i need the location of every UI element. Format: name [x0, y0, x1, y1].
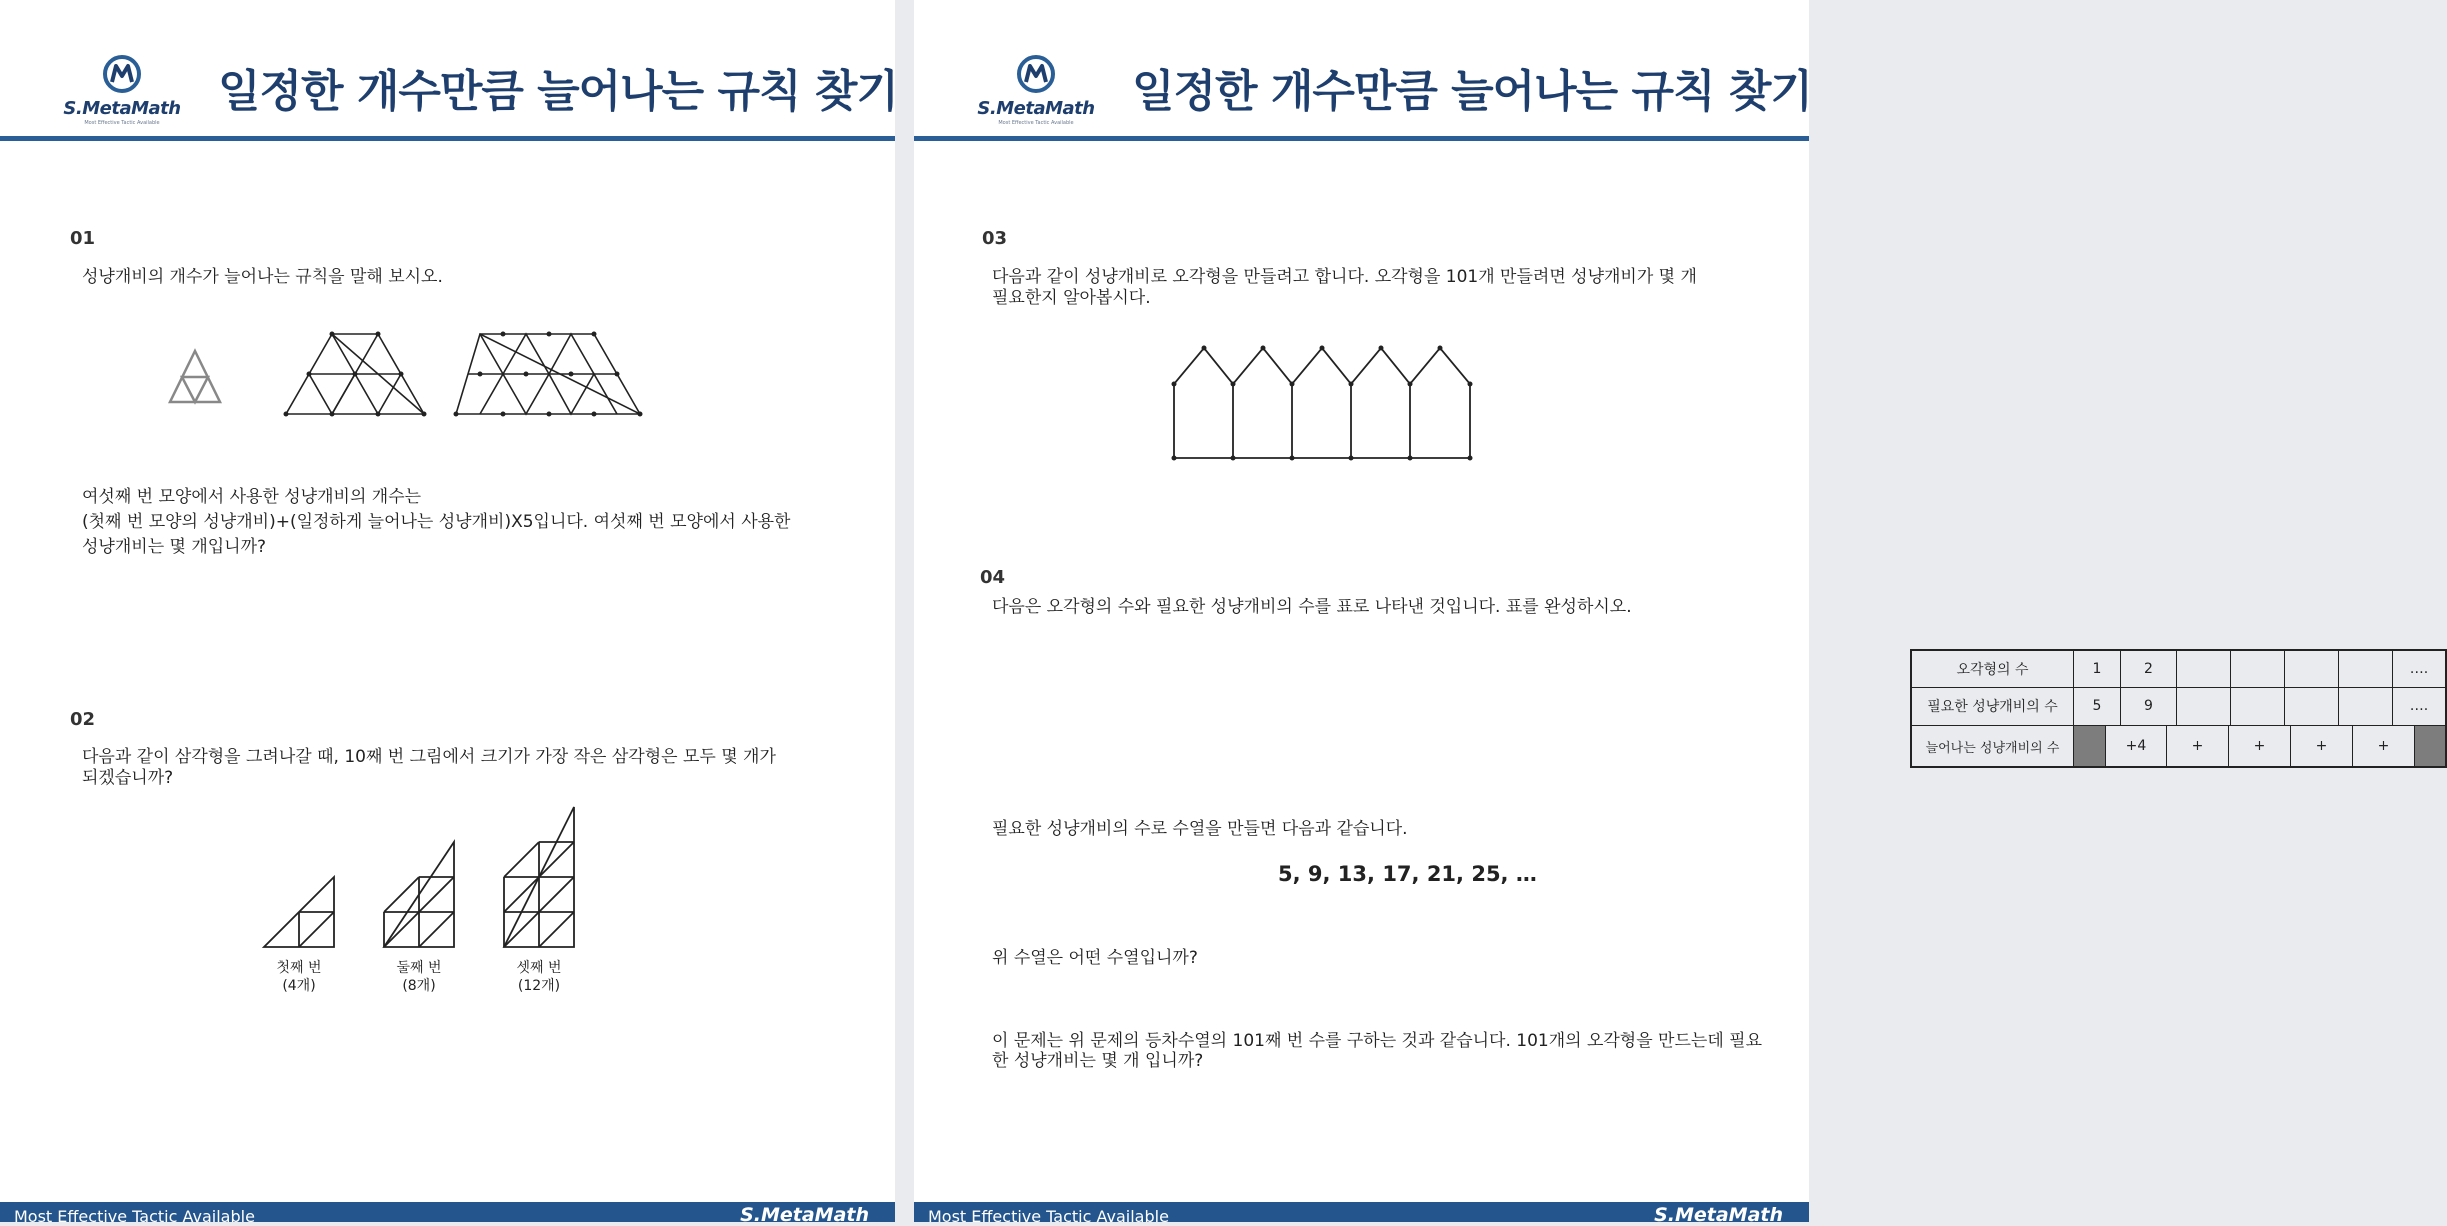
page-footer: [914, 1202, 1809, 1226]
table-cell[interactable]: +: [2167, 726, 2229, 766]
footer-logo: S.MetaMath: [1654, 1204, 1783, 1226]
table-cell[interactable]: [2285, 651, 2339, 687]
matchstick-triangles-figure: [160, 328, 650, 420]
figure-3-count: (12개): [517, 978, 561, 994]
triangle-pattern-figure: [258, 805, 588, 950]
table-shaded-cell: [2074, 726, 2106, 766]
table-header-cell: 오각형의 수: [1912, 651, 2074, 687]
page-header: [0, 0, 898, 141]
page-header: [914, 0, 1812, 141]
question-02-text-1: 다음과 같이 삼각형을 그려나갈 때, 10째 번 그림에서 크기가 가장 작은 삼각형은 모두 몇 개가: [82, 747, 776, 767]
footer-logo: S.MetaMath: [740, 1204, 869, 1226]
brand-logo: [966, 48, 1106, 128]
table-cell[interactable]: [2231, 651, 2285, 687]
table-cell: 5: [2074, 687, 2121, 725]
logo-text: S.MetaMath: [63, 98, 181, 119]
table-cell: 1: [2074, 651, 2121, 687]
question-03-text-2: 필요한지 알아봅시다.: [992, 288, 1151, 308]
table-cell[interactable]: [2285, 687, 2339, 725]
left-page: [0, 0, 898, 1226]
table-row-increase: [1910, 726, 2447, 768]
figure-label-3: [499, 959, 579, 995]
question-number-02: 02: [70, 709, 96, 730]
sequence-question: 위 수열은 어떤 수열입니까?: [992, 948, 1198, 968]
final-question-2: 한 성냥개비는 몇 개 입니까?: [992, 1051, 1204, 1071]
question-03-text-1: 다음과 같이 성냥개비로 오각형을 만들려고 합니다. 오각형을 101개 만들려면 성냥개비가 몇 개: [992, 267, 1697, 287]
table-cell: ….: [2409, 698, 2429, 714]
figure-1-count: (4개): [282, 978, 316, 994]
figure-label-2: [379, 959, 459, 995]
table-cell[interactable]: [2177, 651, 2231, 687]
logo-subtitle: Most Effective Tactic Available: [84, 120, 160, 126]
figure-2-count: (8개): [402, 978, 436, 994]
pentagon-matchstick-figure: [1170, 344, 1526, 462]
question-04-text: 다음은 오각형의 수와 필요한 성냥개비의 수를 표로 나타낸 것입니다. 표를 완성하시오.: [992, 597, 1632, 617]
figure-label-1: [259, 959, 339, 995]
page-title: 일정한 개수만큼 늘어나는 규칙 찾기: [218, 66, 898, 117]
table-shaded-cell: [2415, 726, 2445, 766]
question-number-01: 01: [70, 228, 96, 249]
question-01-followup-3: 성냥개비는 몇 개입니까?: [82, 537, 267, 557]
table-cell: +4: [2106, 726, 2167, 766]
page-title: 일정한 개수만큼 늘어나는 규칙 찾기: [1132, 66, 1812, 117]
table-cell[interactable]: +: [2291, 726, 2353, 766]
table-cell: 9: [2121, 687, 2177, 725]
question-01-followup-1: 여섯째 번 모양에서 사용한 성냥개비의 개수는: [82, 487, 422, 507]
question-01-text: 성냥개비의 개수가 늘어나는 규칙을 말해 보시오.: [82, 267, 443, 287]
table-row-pentagon-count: [1910, 649, 2447, 688]
logo-mark-icon: [1016, 54, 1056, 94]
table-cell[interactable]: [2339, 687, 2393, 725]
question-02-text-2: 되겠습니까?: [82, 768, 174, 788]
table-cell[interactable]: +: [2353, 726, 2415, 766]
logo-text: S.MetaMath: [977, 98, 1095, 119]
footer-tagline: Most Effective Tactic Available: [928, 1207, 1169, 1226]
page-footer: [0, 1202, 895, 1226]
question-01-followup-2: (첫째 번 모양의 성냥개비)+(일정하게 늘어나는 성냥개비)X5입니다. 여섯째 번 모양에서 사용한: [82, 512, 791, 532]
logo-mark-icon: [102, 54, 142, 94]
right-page: [914, 0, 2429, 1226]
sequence-intro: 필요한 성냥개비의 수로 수열을 만들면 다음과 같습니다.: [992, 819, 1408, 839]
table-cell[interactable]: [2231, 687, 2285, 725]
table-cell[interactable]: [2339, 651, 2393, 687]
number-sequence: 5, 9, 13, 17, 21, 25, …: [1278, 862, 1537, 886]
table-row-matchstick-count: [1910, 687, 2447, 726]
final-question-1: 이 문제는 위 문제의 등차수열의 101째 번 수를 구하는 것과 같습니다. 101개의 오각형을 만드는데 필요: [992, 1031, 1762, 1051]
table-cell[interactable]: [2177, 687, 2231, 725]
footer-tagline: Most Effective Tactic Available: [14, 1207, 255, 1226]
figure-1-name: 첫째 번: [276, 960, 322, 976]
table-cell: ….: [2409, 661, 2429, 677]
table-cell: 2: [2121, 651, 2177, 687]
table-header-cell: 필요한 성냥개비의 수: [1912, 687, 2074, 725]
table-header-cell: 늘어나는 성냥개비의 수: [1912, 726, 2074, 766]
figure-2-name: 둘째 번: [396, 960, 442, 976]
question-number-03: 03: [982, 228, 1008, 249]
question-number-04: 04: [980, 567, 1006, 588]
logo-subtitle: Most Effective Tactic Available: [998, 120, 1074, 126]
table-cell[interactable]: +: [2229, 726, 2291, 766]
figure-3-name: 셋째 번: [516, 960, 562, 976]
brand-logo: [52, 48, 192, 128]
